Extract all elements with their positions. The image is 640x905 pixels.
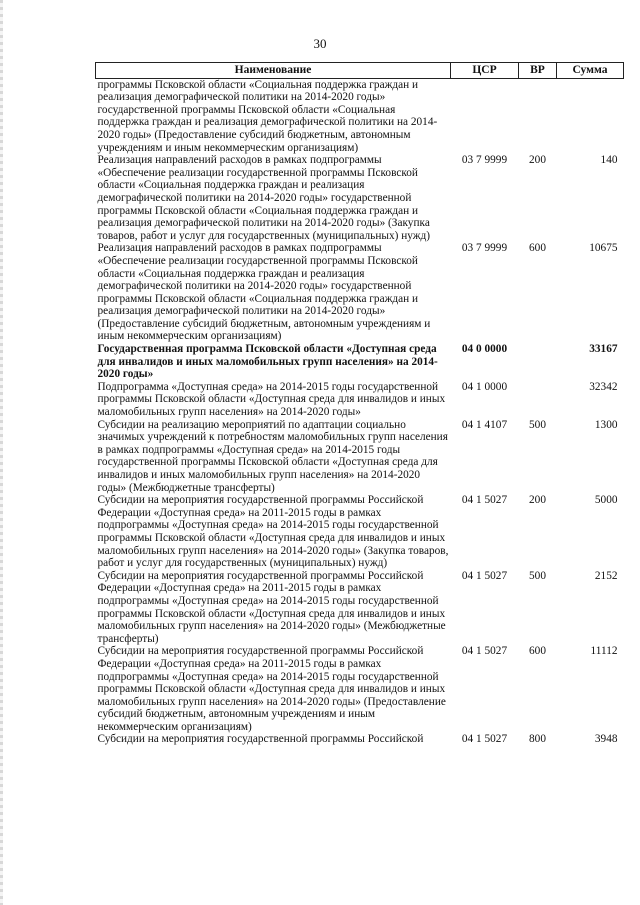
header-sum: Сумма — [557, 63, 624, 79]
row-vr: 600 — [529, 242, 546, 255]
row-vr: 500 — [529, 569, 546, 582]
row-sum — [557, 78, 624, 154]
row-csr: 04 1 4107 — [461, 418, 508, 431]
scan-edge — [0, 0, 3, 905]
row-sum: 11112 — [590, 645, 618, 658]
table-row — [96, 419, 624, 495]
table-row — [96, 570, 624, 646]
row-sum: 2152 — [594, 569, 618, 582]
row-name: Субсидии на реализацию мероприятий по адаптации социально значимых учреждений к потребностям маломобильных групп населения в рамках подпрограммы «Доступная среда» на 2014-2015 годы государственной программы Псковской области «Доступная среда для инвалидов и иных маломобильных групп населения» на 2014-2020 годы» (Межбюджетные трансферты) — [97, 418, 448, 494]
table-row — [96, 78, 624, 154]
table-row — [96, 381, 624, 419]
header-csr: ЦСР — [451, 63, 519, 79]
page-number: 30 — [313, 36, 327, 51]
table-row — [96, 242, 624, 343]
table-row — [96, 494, 624, 570]
row-sum: 5000 — [594, 494, 618, 507]
row-vr: 200 — [529, 494, 546, 507]
table-row — [96, 733, 624, 746]
budget-table — [95, 62, 624, 746]
row-name: Реализация направлений расходов в рамках подпрограммы «Обеспечение реализации государственной программы Псковской области «Социальная поддержка граждан и реализация демографической политики на 2014-2020 годы» государственной программы Псковской области «Социальная поддержка граждан и реализация демографической политики на 2014-2020 годы» (Закупка товаров, работ и услуг для государственных (муниципальных) нужд) — [97, 154, 431, 242]
row-name: Субсидии на мероприятия государственной программы Российской Федерации «Доступная среда» на 2011-2015 годы в рамках подпрограммы «Доступная среда» на 2014-2015 годы государственной программы Псковской области «Доступная среда для инвалидов и иных маломобильных групп населения» на 2014-2020 годы» (Предоставление субсидий бюджетным, автономным учреждениям и иным некоммерческим организациям) — [97, 645, 446, 733]
header-vr: ВР — [519, 63, 557, 79]
row-csr — [451, 78, 519, 154]
row-name: Субсидии на мероприятия государственной программы Российской — [97, 733, 424, 746]
row-csr: 04 1 5027 — [461, 733, 508, 746]
table-header-row — [96, 63, 624, 79]
row-vr: 500 — [529, 418, 546, 431]
row-name: Субсидии на мероприятия государственной программы Российской Федерации «Доступная среда» на 2011-2015 годы в рамках подпрограммы «Доступная среда» на 2014-2015 годы государственной программы Псковской области «Доступная среда для инвалидов и иных маломобильных групп населения» на 2014-2020 годы» (Межбюджетные трансферты) — [97, 569, 446, 645]
row-name: Государственная программа Псковской области «Доступная среда для инвалидов и иных маломобильных групп населения» на 2014-2020 годы» — [97, 343, 438, 381]
table-body — [96, 78, 624, 746]
row-vr — [519, 78, 557, 154]
row-vr: 600 — [529, 645, 546, 658]
row-sum: 3948 — [594, 733, 618, 746]
row-name: Подпрограмма «Доступная среда» на 2014-2015 годы государственной программы Псковской области «Доступная среда для инвалидов и иных маломобильных групп населения» на 2014-2020 годы» — [97, 380, 446, 419]
table-row — [96, 343, 624, 381]
row-csr: 04 1 5027 — [461, 645, 508, 658]
table-row — [96, 154, 624, 242]
row-sum: 33167 — [589, 343, 618, 356]
row-vr: 200 — [529, 154, 546, 167]
row-vr — [519, 343, 557, 381]
row-vr — [519, 381, 557, 419]
row-csr: 03 7 9999 — [461, 242, 508, 255]
row-csr: 03 7 9999 — [461, 154, 508, 167]
row-sum: 32342 — [589, 380, 618, 393]
row-csr: 04 1 5027 — [461, 494, 508, 507]
row-name: программы Псковской области «Социальная поддержка граждан и реализация демографической политики на 2014-2020 годы» государственной программы Псковской области «Социальная поддержка граждан и реализация демографической политики на 2014-2020 годы» (Предоставление субсидий бюджетным, автономным учреждениям и иным некоммерческим организациям) — [97, 78, 438, 154]
row-sum: 140 — [600, 154, 618, 167]
row-name: Реализация направлений расходов в рамках подпрограммы «Обеспечение реализации государственной программы Псковской области «Социальная поддержка граждан и реализация демографической политики на 2014-2020 годы» государственной программы Псковской области «Социальная поддержка граждан и реализация демографической политики на 2014-2020 годы» (Предоставление субсидий бюджетным, автономным учреждениям и иным некоммерческим организациям) — [97, 242, 431, 343]
header-name: Наименование — [96, 63, 451, 79]
row-vr: 800 — [529, 733, 546, 746]
row-sum: 10675 — [589, 242, 618, 255]
table-row — [96, 645, 624, 733]
row-csr: 04 1 5027 — [461, 569, 508, 582]
row-csr: 04 0 0000 — [461, 343, 508, 356]
row-name: Субсидии на мероприятия государственной программы Российской Федерации «Доступная среда» на 2011-2015 годы в рамках подпрограммы «Доступная среда» на 2014-2015 годы государственной программы Псковской области «Доступная среда для инвалидов и иных маломобильных групп населения» на 2014-2020 годы» (Закупка товаров, работ и услуг для государственных (муниципальных) нужд) — [97, 494, 449, 570]
row-sum: 1300 — [594, 418, 618, 431]
row-csr: 04 1 0000 — [461, 380, 508, 393]
